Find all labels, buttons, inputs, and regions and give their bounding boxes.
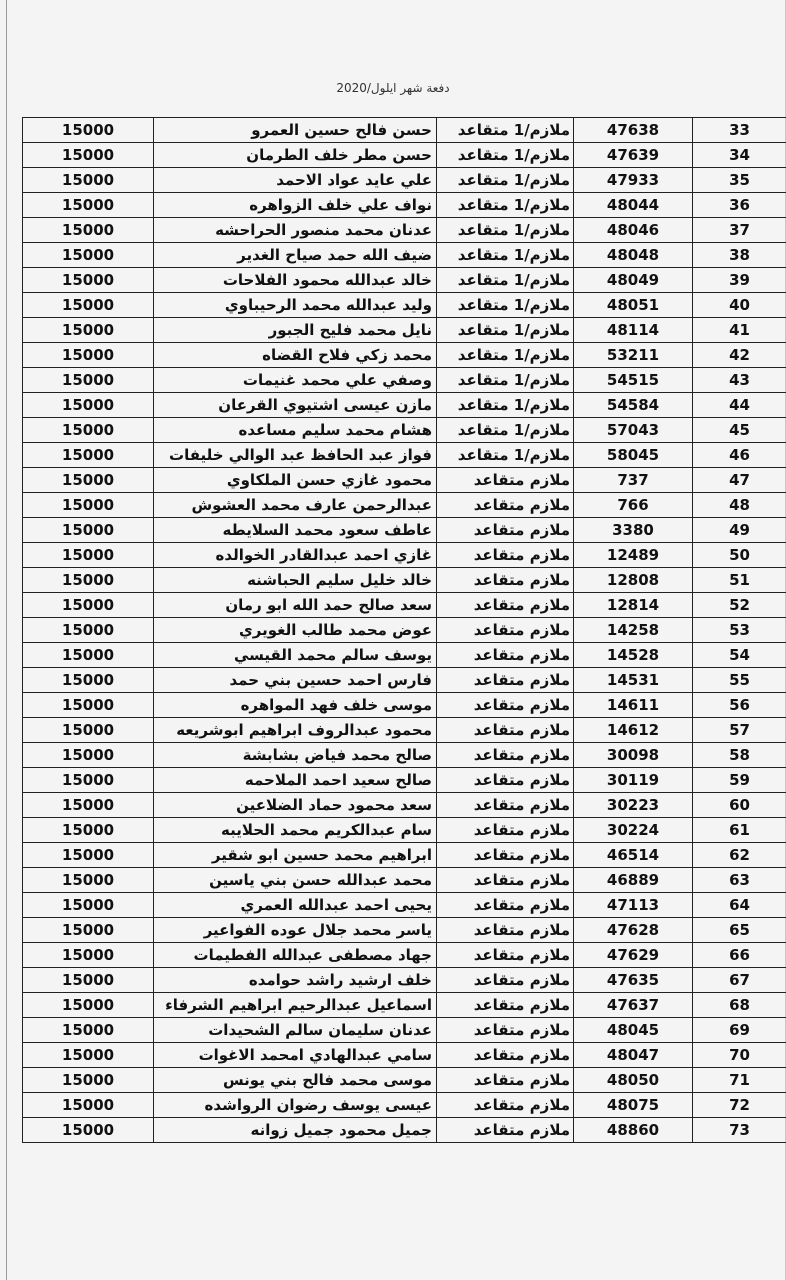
name-cell: فارس احمد حسين بني حمد <box>154 668 437 693</box>
rank-cell: ملازم متقاعد <box>437 793 574 818</box>
rank-cell: ملازم/1 متقاعد <box>437 443 574 468</box>
sequence-cell: 39 <box>693 268 786 293</box>
amount-cell: 15000 <box>23 743 154 768</box>
rank-cell: ملازم متقاعد <box>437 918 574 943</box>
amount-cell: 15000 <box>23 1093 154 1118</box>
table-row <box>23 493 786 518</box>
amount-cell: 15000 <box>23 168 154 193</box>
table-row <box>23 568 786 593</box>
military-number-cell: 47629 <box>574 943 693 968</box>
sequence-cell: 71 <box>693 1068 786 1093</box>
sequence-cell: 70 <box>693 1043 786 1068</box>
military-number-cell: 30224 <box>574 818 693 843</box>
name-cell: عيسى يوسف رضوان الرواشده <box>154 1093 437 1118</box>
name-cell: خالد خليل سليم الحباشنه <box>154 568 437 593</box>
table-row <box>23 843 786 868</box>
sequence-cell: 33 <box>693 118 786 143</box>
military-number-cell: 14258 <box>574 618 693 643</box>
military-number-cell: 48049 <box>574 268 693 293</box>
amount-cell: 15000 <box>23 493 154 518</box>
amount-cell: 15000 <box>23 943 154 968</box>
military-number-cell: 48050 <box>574 1068 693 1093</box>
rank-cell: ملازم متقاعد <box>437 643 574 668</box>
page-edge-left <box>6 0 7 1280</box>
table-row <box>23 218 786 243</box>
sequence-cell: 52 <box>693 593 786 618</box>
rank-cell: ملازم/1 متقاعد <box>437 293 574 318</box>
military-number-cell: 47635 <box>574 968 693 993</box>
rank-cell: ملازم متقاعد <box>437 1068 574 1093</box>
military-number-cell: 47639 <box>574 143 693 168</box>
sequence-cell: 69 <box>693 1018 786 1043</box>
military-number-cell: 12814 <box>574 593 693 618</box>
table-row <box>23 968 786 993</box>
name-cell: اسماعيل عبدالرحيم ابراهيم الشرفاء <box>154 993 437 1018</box>
military-number-cell: 47933 <box>574 168 693 193</box>
name-cell: ابراهيم محمد حسين ابو شقير <box>154 843 437 868</box>
rank-cell: ملازم متقاعد <box>437 543 574 568</box>
military-number-cell: 47113 <box>574 893 693 918</box>
rank-cell: ملازم متقاعد <box>437 568 574 593</box>
rank-cell: ملازم متقاعد <box>437 718 574 743</box>
table-row <box>23 543 786 568</box>
amount-cell: 15000 <box>23 543 154 568</box>
name-cell: يوسف سالم محمد القيسي <box>154 643 437 668</box>
sequence-cell: 49 <box>693 518 786 543</box>
name-cell: نواف علي خلف الزواهره <box>154 193 437 218</box>
rank-cell: ملازم متقاعد <box>437 968 574 993</box>
rank-cell: ملازم متقاعد <box>437 868 574 893</box>
table-row <box>23 693 786 718</box>
military-number-cell: 54515 <box>574 368 693 393</box>
military-number-cell: 48860 <box>574 1118 693 1143</box>
sequence-cell: 56 <box>693 693 786 718</box>
military-number-cell: 48044 <box>574 193 693 218</box>
sequence-cell: 68 <box>693 993 786 1018</box>
sequence-cell: 54 <box>693 643 786 668</box>
sequence-cell: 45 <box>693 418 786 443</box>
table-row <box>23 1018 786 1043</box>
rank-cell: ملازم متقاعد <box>437 943 574 968</box>
military-number-cell: 14531 <box>574 668 693 693</box>
sequence-cell: 36 <box>693 193 786 218</box>
military-number-cell: 30098 <box>574 743 693 768</box>
name-cell: محمد عبدالله حسن بني ياسين <box>154 868 437 893</box>
table-row <box>23 393 786 418</box>
rank-cell: ملازم متقاعد <box>437 1118 574 1143</box>
amount-cell: 15000 <box>23 643 154 668</box>
table-row <box>23 318 786 343</box>
name-cell: ياسر محمد جلال عوده الفواعير <box>154 918 437 943</box>
name-cell: عبدالرحمن عارف محمد العشوش <box>154 493 437 518</box>
rank-cell: ملازم متقاعد <box>437 768 574 793</box>
table-row <box>23 518 786 543</box>
rank-cell: ملازم/1 متقاعد <box>437 218 574 243</box>
amount-cell: 15000 <box>23 393 154 418</box>
rank-cell: ملازم متقاعد <box>437 743 574 768</box>
sequence-cell: 44 <box>693 393 786 418</box>
table-row <box>23 818 786 843</box>
sequence-cell: 55 <box>693 668 786 693</box>
military-number-cell: 766 <box>574 493 693 518</box>
sequence-cell: 61 <box>693 818 786 843</box>
table-row <box>23 1068 786 1093</box>
amount-cell: 15000 <box>23 1068 154 1093</box>
table-row <box>23 118 786 143</box>
sequence-cell: 35 <box>693 168 786 193</box>
amount-cell: 15000 <box>23 418 154 443</box>
name-cell: وصفي علي محمد غنيمات <box>154 368 437 393</box>
name-cell: محمود غازي حسن الملكاوي <box>154 468 437 493</box>
amount-cell: 15000 <box>23 243 154 268</box>
table-row <box>23 893 786 918</box>
amount-cell: 15000 <box>23 618 154 643</box>
name-cell: حسن فالح حسين العمرو <box>154 118 437 143</box>
amount-cell: 15000 <box>23 1043 154 1068</box>
sequence-cell: 47 <box>693 468 786 493</box>
name-cell: صالح سعيد احمد الملاحمه <box>154 768 437 793</box>
sequence-cell: 46 <box>693 443 786 468</box>
name-cell: سامي عبدالهادي امحمد الاغوات <box>154 1043 437 1068</box>
rank-cell: ملازم متقاعد <box>437 518 574 543</box>
sequence-cell: 60 <box>693 793 786 818</box>
rank-cell: ملازم/1 متقاعد <box>437 168 574 193</box>
name-cell: نايل محمد فليح الجبور <box>154 318 437 343</box>
amount-cell: 15000 <box>23 118 154 143</box>
amount-cell: 15000 <box>23 343 154 368</box>
document-title: دفعة شهر ايلول/2020 <box>336 81 450 95</box>
amount-cell: 15000 <box>23 893 154 918</box>
military-number-cell: 48114 <box>574 318 693 343</box>
sequence-cell: 57 <box>693 718 786 743</box>
name-cell: عوض محمد طالب الغويري <box>154 618 437 643</box>
rank-cell: ملازم متقاعد <box>437 618 574 643</box>
amount-cell: 15000 <box>23 768 154 793</box>
name-cell: حسن مطر خلف الطرمان <box>154 143 437 168</box>
table-row <box>23 793 786 818</box>
name-cell: جميل محمود جميل زوانه <box>154 1118 437 1143</box>
name-cell: جهاد مصطفى عبدالله الفطيمات <box>154 943 437 968</box>
rank-cell: ملازم متقاعد <box>437 693 574 718</box>
table-row <box>23 743 786 768</box>
table-row <box>23 593 786 618</box>
rank-cell: ملازم/1 متقاعد <box>437 193 574 218</box>
name-cell: فواز عبد الحافظ عبد الوالي خليفات <box>154 443 437 468</box>
table-row <box>23 718 786 743</box>
military-number-cell: 30119 <box>574 768 693 793</box>
table-row <box>23 918 786 943</box>
military-number-cell: 46514 <box>574 843 693 868</box>
amount-cell: 15000 <box>23 293 154 318</box>
military-number-cell: 12489 <box>574 543 693 568</box>
amount-cell: 15000 <box>23 1018 154 1043</box>
name-cell: صالح محمد فياض بشابشة <box>154 743 437 768</box>
amount-cell: 15000 <box>23 818 154 843</box>
rank-cell: ملازم/1 متقاعد <box>437 393 574 418</box>
military-number-cell: 48051 <box>574 293 693 318</box>
amount-cell: 15000 <box>23 468 154 493</box>
rank-cell: ملازم متقاعد <box>437 843 574 868</box>
rank-cell: ملازم متقاعد <box>437 468 574 493</box>
rank-cell: ملازم متقاعد <box>437 593 574 618</box>
table-row <box>23 768 786 793</box>
sequence-cell: 51 <box>693 568 786 593</box>
sequence-cell: 73 <box>693 1118 786 1143</box>
rank-cell: ملازم/1 متقاعد <box>437 118 574 143</box>
sequence-cell: 63 <box>693 868 786 893</box>
sequence-cell: 37 <box>693 218 786 243</box>
sequence-cell: 62 <box>693 843 786 868</box>
rank-cell: ملازم/1 متقاعد <box>437 318 574 343</box>
sequence-cell: 38 <box>693 243 786 268</box>
table-row <box>23 193 786 218</box>
table-row <box>23 868 786 893</box>
sequence-cell: 50 <box>693 543 786 568</box>
table-row <box>23 418 786 443</box>
sequence-cell: 53 <box>693 618 786 643</box>
rank-cell: ملازم متقاعد <box>437 993 574 1018</box>
rank-cell: ملازم/1 متقاعد <box>437 418 574 443</box>
name-cell: هشام محمد سليم مساعده <box>154 418 437 443</box>
sequence-cell: 41 <box>693 318 786 343</box>
rank-cell: ملازم/1 متقاعد <box>437 368 574 393</box>
table-row <box>23 343 786 368</box>
military-number-cell: 3380 <box>574 518 693 543</box>
military-number-cell: 12808 <box>574 568 693 593</box>
table-row <box>23 1093 786 1118</box>
amount-cell: 15000 <box>23 568 154 593</box>
name-cell: خالد عبدالله محمود الفلاحات <box>154 268 437 293</box>
amount-cell: 15000 <box>23 793 154 818</box>
amount-cell: 15000 <box>23 218 154 243</box>
military-number-cell: 48046 <box>574 218 693 243</box>
amount-cell: 15000 <box>23 843 154 868</box>
military-number-cell: 47628 <box>574 918 693 943</box>
table-row <box>23 443 786 468</box>
rank-cell: ملازم متقاعد <box>437 668 574 693</box>
name-cell: عدنان سليمان سالم الشحيدات <box>154 1018 437 1043</box>
name-cell: سعد صالح حمد الله ابو رمان <box>154 593 437 618</box>
table-row <box>23 368 786 393</box>
table-row <box>23 1043 786 1068</box>
table-row <box>23 943 786 968</box>
sequence-cell: 65 <box>693 918 786 943</box>
amount-cell: 15000 <box>23 193 154 218</box>
amount-cell: 15000 <box>23 443 154 468</box>
military-number-cell: 47637 <box>574 993 693 1018</box>
military-number-cell: 30223 <box>574 793 693 818</box>
amount-cell: 15000 <box>23 318 154 343</box>
military-number-cell: 737 <box>574 468 693 493</box>
amount-cell: 15000 <box>23 368 154 393</box>
table-row <box>23 993 786 1018</box>
sequence-cell: 72 <box>693 1093 786 1118</box>
military-number-cell: 14528 <box>574 643 693 668</box>
name-cell: محمود عبدالروف ابراهيم ابوشريعه <box>154 718 437 743</box>
rank-cell: ملازم متقاعد <box>437 1043 574 1068</box>
name-cell: محمد زكي فلاح القضاه <box>154 343 437 368</box>
name-cell: سعد محمود حماد الضلاعين <box>154 793 437 818</box>
military-number-cell: 46889 <box>574 868 693 893</box>
rank-cell: ملازم متقاعد <box>437 818 574 843</box>
amount-cell: 15000 <box>23 1118 154 1143</box>
rank-cell: ملازم متقاعد <box>437 493 574 518</box>
table-row <box>23 1118 786 1143</box>
table-row <box>23 618 786 643</box>
name-cell: سام عبدالكريم محمد الحلايبه <box>154 818 437 843</box>
table-row <box>23 668 786 693</box>
table-row <box>23 468 786 493</box>
military-number-cell: 53211 <box>574 343 693 368</box>
name-cell: عاطف سعود محمد السلايطه <box>154 518 437 543</box>
military-number-cell: 47638 <box>574 118 693 143</box>
rank-cell: ملازم متقاعد <box>437 893 574 918</box>
sequence-cell: 48 <box>693 493 786 518</box>
name-cell: وليد عبدالله محمد الرحيباوي <box>154 293 437 318</box>
table-row <box>23 143 786 168</box>
rank-cell: ملازم/1 متقاعد <box>437 268 574 293</box>
amount-cell: 15000 <box>23 143 154 168</box>
rank-cell: ملازم/1 متقاعد <box>437 343 574 368</box>
roster-body <box>23 118 786 1143</box>
sequence-cell: 42 <box>693 343 786 368</box>
rank-cell: ملازم متقاعد <box>437 1093 574 1118</box>
sequence-cell: 67 <box>693 968 786 993</box>
amount-cell: 15000 <box>23 868 154 893</box>
name-cell: ضيف الله حمد صياح الغدير <box>154 243 437 268</box>
amount-cell: 15000 <box>23 993 154 1018</box>
sequence-cell: 66 <box>693 943 786 968</box>
rank-cell: ملازم/1 متقاعد <box>437 243 574 268</box>
rank-cell: ملازم/1 متقاعد <box>437 143 574 168</box>
roster-table <box>22 117 786 1143</box>
name-cell: يحيى احمد عبدالله العمري <box>154 893 437 918</box>
name-cell: علي عايد عواد الاحمد <box>154 168 437 193</box>
table-row <box>23 243 786 268</box>
name-cell: موسى خلف فهد المواهره <box>154 693 437 718</box>
table-row <box>23 268 786 293</box>
amount-cell: 15000 <box>23 693 154 718</box>
amount-cell: 15000 <box>23 668 154 693</box>
table-row <box>23 643 786 668</box>
amount-cell: 15000 <box>23 518 154 543</box>
amount-cell: 15000 <box>23 718 154 743</box>
name-cell: مازن عيسى اشتيوي القرعان <box>154 393 437 418</box>
military-number-cell: 48047 <box>574 1043 693 1068</box>
sequence-cell: 43 <box>693 368 786 393</box>
amount-cell: 15000 <box>23 593 154 618</box>
name-cell: عدنان محمد منصور الحراحشه <box>154 218 437 243</box>
military-number-cell: 58045 <box>574 443 693 468</box>
military-number-cell: 57043 <box>574 418 693 443</box>
sequence-cell: 40 <box>693 293 786 318</box>
name-cell: موسى محمد فالح بني يونس <box>154 1068 437 1093</box>
military-number-cell: 48075 <box>574 1093 693 1118</box>
military-number-cell: 48048 <box>574 243 693 268</box>
military-number-cell: 14612 <box>574 718 693 743</box>
amount-cell: 15000 <box>23 968 154 993</box>
sequence-cell: 59 <box>693 768 786 793</box>
rank-cell: ملازم متقاعد <box>437 1018 574 1043</box>
table-row <box>23 293 786 318</box>
sequence-cell: 64 <box>693 893 786 918</box>
military-number-cell: 48045 <box>574 1018 693 1043</box>
military-number-cell: 54584 <box>574 393 693 418</box>
name-cell: خلف ارشيد راشد حوامده <box>154 968 437 993</box>
table-row <box>23 168 786 193</box>
sequence-cell: 58 <box>693 743 786 768</box>
amount-cell: 15000 <box>23 268 154 293</box>
military-number-cell: 14611 <box>574 693 693 718</box>
amount-cell: 15000 <box>23 918 154 943</box>
sequence-cell: 34 <box>693 143 786 168</box>
name-cell: غازي احمد عبدالقادر الخوالده <box>154 543 437 568</box>
